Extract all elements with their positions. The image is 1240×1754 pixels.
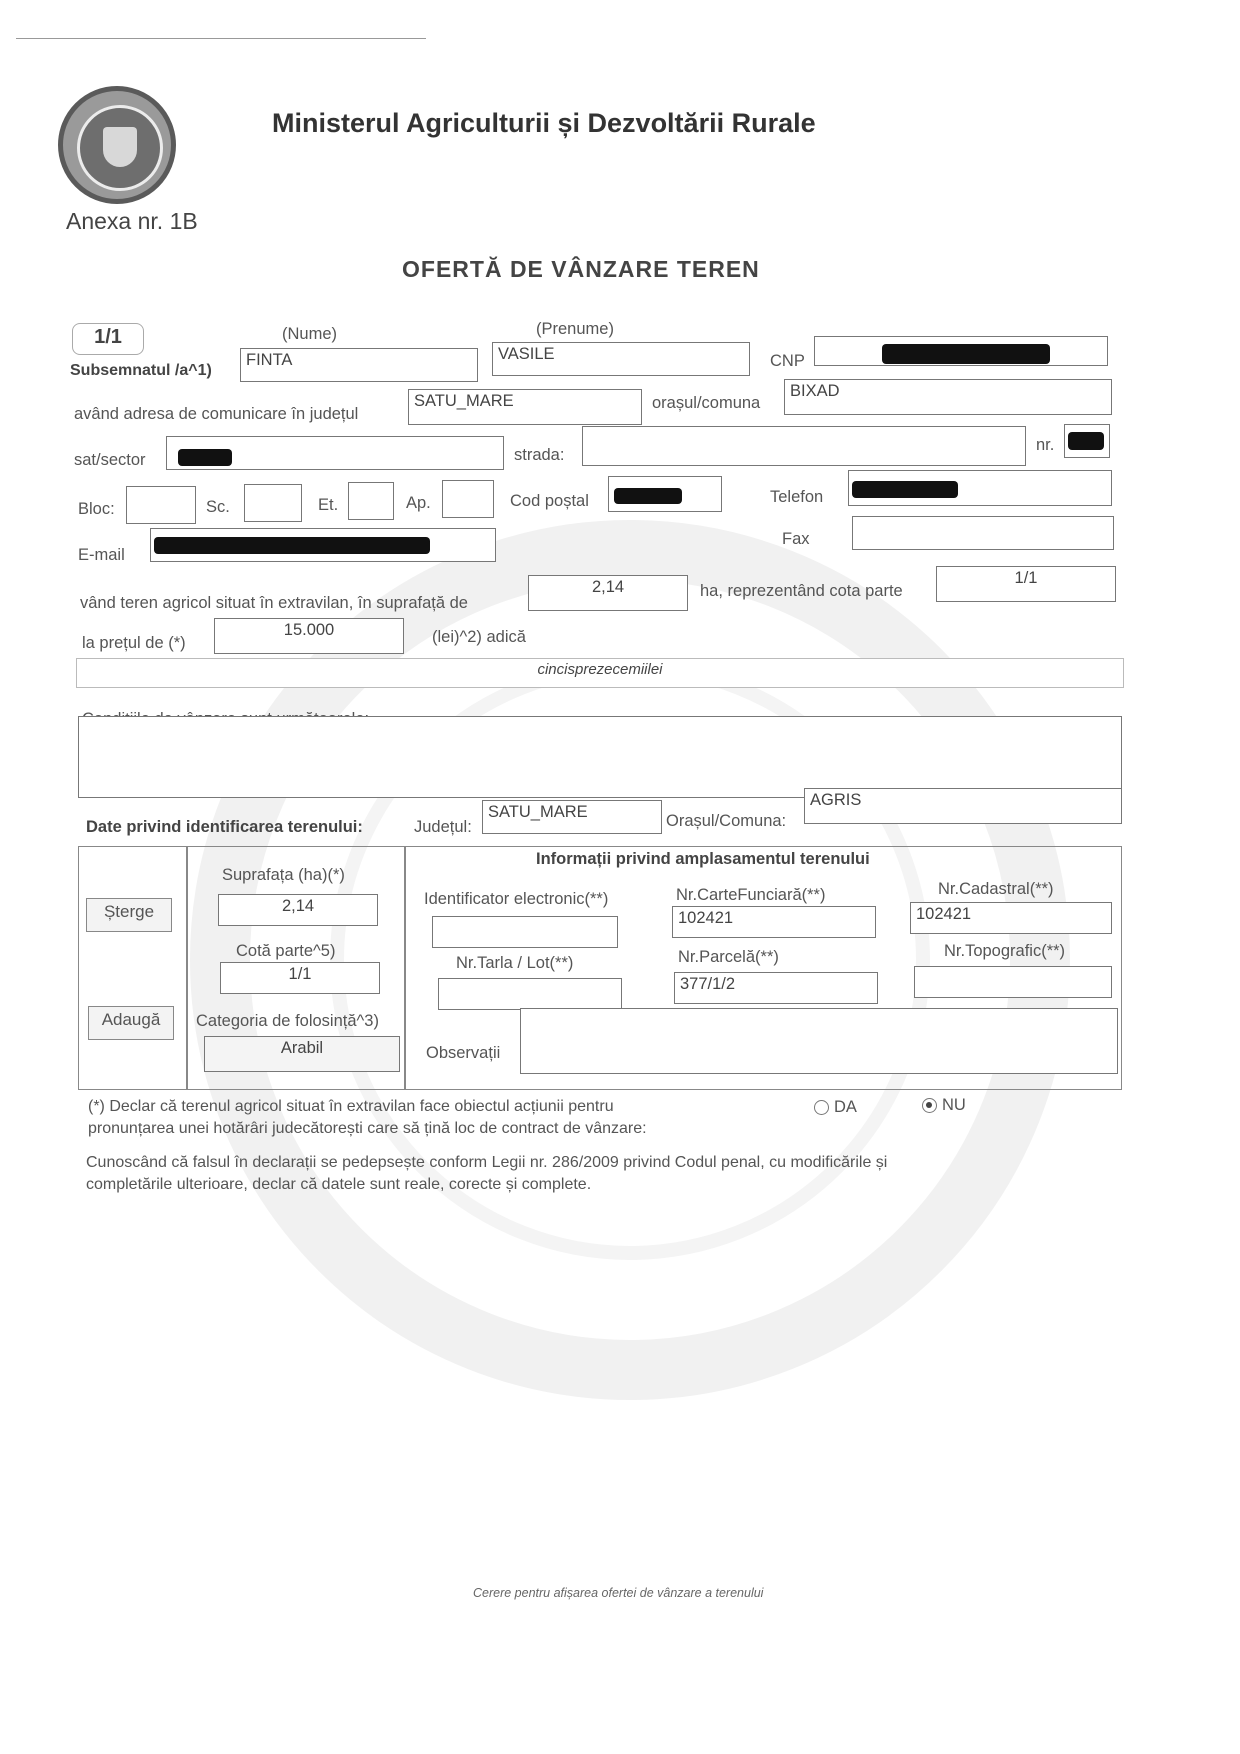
nu-label: NU <box>942 1096 966 1114</box>
prenume-field[interactable]: VASILE <box>492 342 750 376</box>
identificator-field[interactable] <box>432 916 618 948</box>
cod-postal-redaction <box>614 488 682 504</box>
ap-field[interactable] <box>442 480 494 518</box>
declaration-line-2: pronunțarea unei hotărâri judecătorești care să țină loc de contract de vânzare: <box>88 1120 647 1137</box>
land-suprafata-field[interactable]: 2,14 <box>218 894 378 926</box>
parcela-label: Nr.Parcelă(**) <box>678 948 779 966</box>
topografic-field[interactable] <box>914 966 1112 998</box>
subsemnatul-label: Subsemnatul /a^1) <box>70 362 212 379</box>
sat-label: sat/sector <box>74 451 146 469</box>
observatii-field[interactable] <box>520 1008 1118 1074</box>
add-button[interactable]: Adaugă <box>88 1006 174 1040</box>
land-table-divider-1 <box>186 846 188 1090</box>
fax-field[interactable] <box>852 516 1114 550</box>
suprafata-ha-label: Suprafața (ha)(*) <box>222 866 345 884</box>
land-oras-field[interactable]: AGRIS <box>804 788 1122 824</box>
lei-label: (lei)^2) adică <box>432 628 526 646</box>
declaration-line-4: completările ulterioare, declar că datele sunt reale, corecte și complete. <box>86 1176 592 1193</box>
cod-postal-label: Cod poștal <box>510 492 589 510</box>
topografic-label: Nr.Topografic(**) <box>944 942 1066 960</box>
document-title: OFERTĂ DE VÂNZARE TEREN <box>402 256 760 282</box>
tarla-field[interactable] <box>438 978 622 1010</box>
ministry-seal-icon <box>58 86 176 204</box>
declaration-line-3: Cunoscând că falsul în declarații se pedepsește conform Legii nr. 286/2009 privind Codul penal, cu modificările și <box>86 1154 888 1171</box>
oras-field[interactable]: BIXAD <box>784 379 1112 415</box>
delete-button[interactable]: Șterge <box>86 898 172 932</box>
nr-redaction <box>1068 432 1104 450</box>
et-field[interactable] <box>348 482 394 520</box>
bloc-field[interactable] <box>126 486 196 524</box>
land-cota-field[interactable]: 1/1 <box>220 962 380 994</box>
page-index: 1/1 <box>72 323 144 355</box>
vand-label: vând teren agricol situat în extravilan, în suprafață de <box>80 594 468 612</box>
cnp-redaction <box>882 344 1050 364</box>
nume-label: (Nume) <box>282 325 338 343</box>
email-redaction <box>154 537 430 554</box>
observatii-label: Observații <box>426 1044 501 1062</box>
sc-label: Sc. <box>206 498 230 516</box>
pret-field[interactable]: 15.000 <box>214 618 404 654</box>
nr-label: nr. <box>1036 436 1055 454</box>
annex-number: Anexa nr. 1B <box>66 208 198 234</box>
cnp-label: CNP <box>770 352 805 370</box>
fax-label: Fax <box>782 530 810 548</box>
conditii-field[interactable] <box>78 716 1122 798</box>
carte-label: Nr.CarteFunciară(**) <box>676 886 826 904</box>
da-radio[interactable] <box>814 1100 829 1115</box>
da-label: DA <box>834 1098 857 1116</box>
parcela-field[interactable]: 377/1/2 <box>674 972 878 1004</box>
land-judet-field[interactable]: SATU_MARE <box>482 800 662 834</box>
top-rule <box>16 38 426 39</box>
pret-litere-field[interactable]: cincisprezecemiilei <box>76 658 1124 688</box>
land-oras-label: Orașul/Comuna: <box>666 812 787 830</box>
footer-caption: Cerere pentru afișarea ofertei de vânzare a terenului <box>473 1586 764 1600</box>
judet-field[interactable]: SATU_MARE <box>408 389 642 425</box>
cadastral-field[interactable]: 102421 <box>910 902 1112 934</box>
bloc-label: Bloc: <box>78 500 115 518</box>
nu-radio[interactable] <box>922 1098 937 1113</box>
cadastral-label: Nr.Cadastral(**) <box>938 880 1054 898</box>
land-table-divider-2 <box>404 846 406 1090</box>
prenume-label: (Prenume) <box>536 320 614 338</box>
identificator-label: Identificator electronic(**) <box>424 890 609 908</box>
declaration-line-1: (*) Declar că terenul agricol situat în extravilan face obiectul acțiunii pentru <box>88 1098 614 1115</box>
sc-field[interactable] <box>244 484 302 522</box>
categoria-label: Categoria de folosință^3) <box>196 1012 379 1030</box>
land-judet-label: Județul: <box>414 818 472 836</box>
carte-field[interactable]: 102421 <box>672 906 876 938</box>
tarla-label: Nr.Tarla / Lot(**) <box>456 954 574 972</box>
land-section-label: Date privind identificarea terenului: <box>86 818 363 836</box>
telefon-label: Telefon <box>770 488 824 506</box>
et-label: Et. <box>318 496 339 514</box>
ap-label: Ap. <box>406 494 431 512</box>
cota-parte-label: Cotă parte^5) <box>236 942 336 960</box>
suprafata-field[interactable]: 2,14 <box>528 575 688 611</box>
strada-label: strada: <box>514 446 565 464</box>
categoria-field[interactable]: Arabil <box>204 1036 400 1072</box>
nume-field[interactable]: FINTA <box>240 348 478 382</box>
oras-label: orașul/comuna <box>652 394 761 412</box>
strada-field[interactable] <box>582 426 1026 466</box>
ministry-name: Ministerul Agriculturii și Dezvoltării Rurale <box>272 108 816 138</box>
telefon-redaction <box>852 481 958 498</box>
sat-redaction <box>178 449 232 466</box>
cota-field[interactable]: 1/1 <box>936 566 1116 602</box>
email-label: E-mail <box>78 546 125 564</box>
adresa-label: având adresa de comunicare în județul <box>74 405 359 423</box>
pret-label: la prețul de (*) <box>82 634 186 652</box>
ha-label: ha, reprezentând cota parte <box>700 582 903 600</box>
info-title: Informații privind amplasamentul terenului <box>536 850 870 868</box>
